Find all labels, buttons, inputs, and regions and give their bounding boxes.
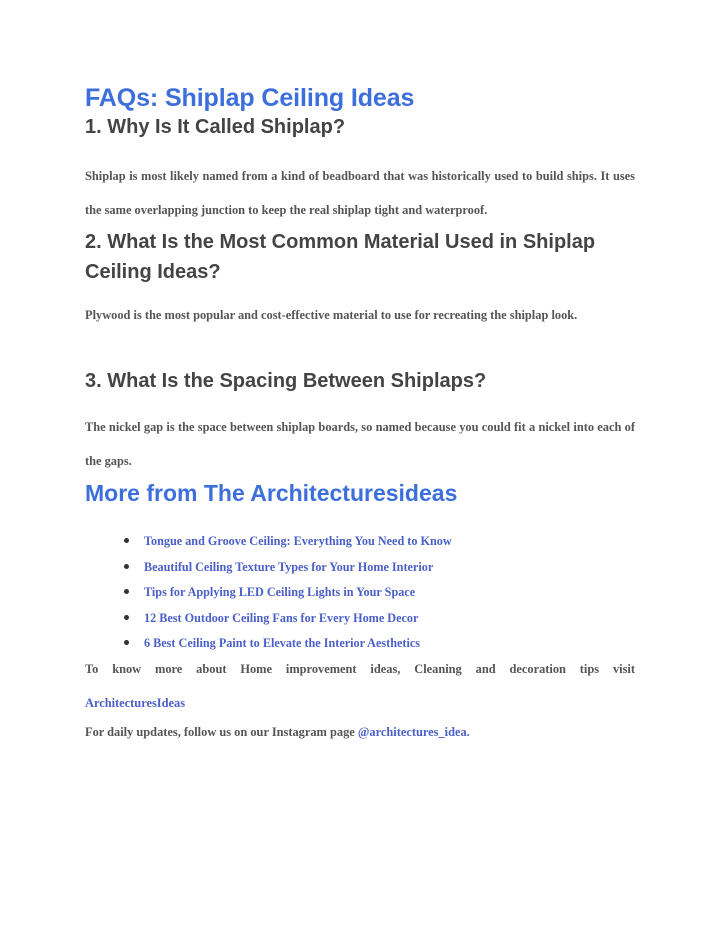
faq-answer-2: Plywood is the most popular and cost-effective material to use for recreating the shiplap look. — [85, 308, 578, 322]
list-item — [122, 582, 452, 608]
instagram-text: For daily updates, follow us on our Instagram page — [85, 725, 358, 739]
bullet-icon — [124, 640, 129, 645]
faq-question-1: 1. Why Is It Called Shiplap? — [85, 116, 346, 138]
related-link-led-lights[interactable]: Tips for Applying LED Ceiling Lights in Your Space — [144, 585, 416, 599]
related-link-ceiling-fans[interactable]: 12 Best Outdoor Ceiling Fans for Every Home Decor — [144, 610, 419, 625]
page-title: FAQs: Shiplap Ceiling Ideas — [85, 84, 415, 112]
bullet-icon — [124, 564, 129, 569]
list-item — [122, 531, 452, 557]
instagram-link[interactable]: @architectures_idea — [357, 725, 467, 739]
bullet-icon — [124, 538, 129, 543]
faq-question-3: 3. What Is the Spacing Between Shiplaps? — [85, 370, 487, 392]
related-link-tongue-groove[interactable]: Tongue and Groove Ceiling: Everything You Need to Know — [144, 534, 452, 548]
instagram-suffix: . — [466, 725, 470, 739]
bullet-icon — [124, 615, 129, 620]
list-item — [122, 557, 452, 583]
faq-question-2: 2. What Is the Most Common Material Used in Shiplap Ceiling Ideas? — [85, 231, 596, 283]
related-links-list — [122, 531, 452, 659]
know-more-text: To know more about Home improvement ideas, Cleaning and decoration tips visit — [85, 662, 635, 676]
instagram-line — [85, 715, 635, 749]
bullet-icon — [124, 589, 129, 594]
related-link-ceiling-paint[interactable]: 6 Best Ceiling Paint to Elevate the Interior Aesthetics — [144, 636, 420, 650]
faq-answer-3: The nickel gap is the space between shiplap boards, so named because you could fit a nickel into each of the gaps. — [85, 420, 635, 468]
faq-answer-1: Shiplap is most likely named from a kind of beadboard that was historically used to build ships. It uses the same overlapping junction to keep the real shiplap tight and waterproof. — [85, 169, 635, 217]
related-link-ceiling-texture[interactable]: Beautiful Ceiling Texture Types for Your Home Interior — [144, 559, 434, 574]
more-section-heading: More from The Architecturesideas — [85, 480, 458, 506]
site-link[interactable]: ArchitecturesIdeas — [85, 696, 186, 710]
list-item — [122, 608, 452, 634]
